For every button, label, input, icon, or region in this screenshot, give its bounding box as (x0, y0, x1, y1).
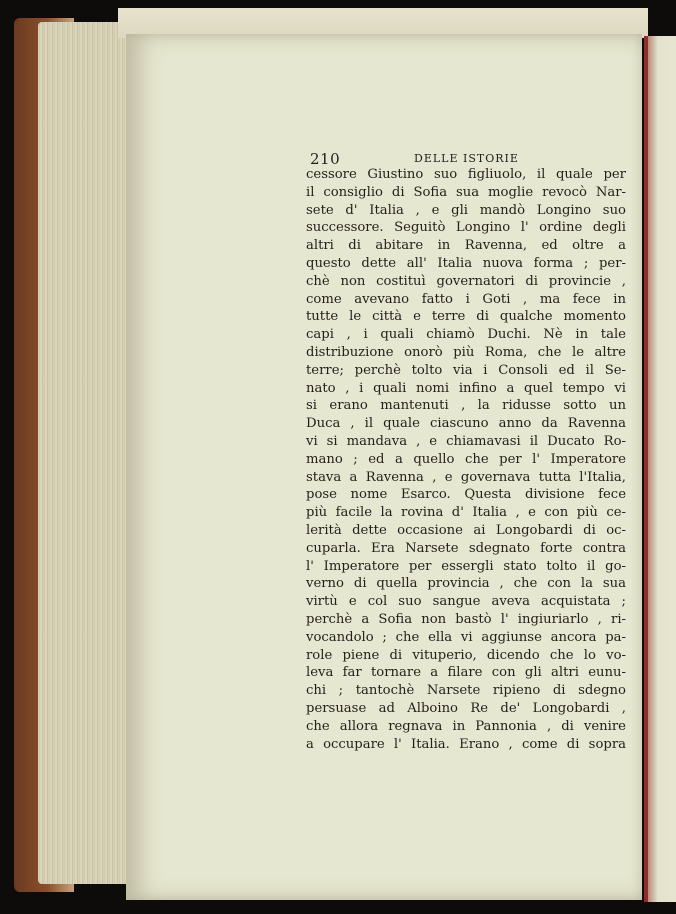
text-line: nato , i quali nomi infino a quel tempo vi (306, 380, 626, 396)
text-line: role piene di vituperio, dicendo che lo vo- (306, 647, 626, 663)
text-line: chè non costituì governatori di provincie , (306, 273, 626, 289)
running-title: DELLE ISTORIE (414, 152, 519, 165)
page-stack-edges (38, 22, 134, 884)
text-line: a occupare l' Italia. Erano , come di sopra (306, 736, 626, 752)
text-line: persuase ad Alboino Re de' Longobardi , (306, 700, 626, 716)
text-line: vocandolo ; che ella vi aggiunse ancora pa- (306, 629, 626, 645)
text-line: perchè a Sofia non bastò l' ingiuriarlo , ri- (306, 611, 626, 627)
text-line: stava a Ravenna , e governava tutta l'Italia, (306, 469, 626, 485)
page-number: 210 (310, 150, 341, 168)
text-line: mano ; ed a quello che per l' Imperatore (306, 451, 626, 467)
text-line: cessore Giustino suo figliuolo, il quale per (306, 167, 626, 182)
text-line: sete d' Italia , e gli mandò Longino suo (306, 202, 626, 218)
facing-page-edge (648, 36, 676, 902)
text-line: chi ; tantochè Narsete ripieno di sdegno (306, 683, 626, 699)
text-line: verno di quella provincia , che con la sua (306, 576, 626, 592)
text-line: leva far tornare a filare con gli altri eunu- (306, 665, 626, 681)
text-line: lerità dette occasione ai Longobardi di oc- (306, 522, 626, 538)
text-line: virtù e col suo sangue aveva acquistata ; (306, 594, 626, 610)
text-line: distribuzione onorò più Roma, che le altre (306, 344, 626, 360)
text-line: altri di abitare in Ravenna, ed oltre a (306, 238, 626, 254)
text-line: si erano mantenuti , la ridusse sotto un (306, 398, 626, 414)
text-line: il consiglio di Sofia sua moglie revocò Nar- (306, 184, 626, 200)
text-line: vi si mandava , e chiamavasi il Ducato Ro- (306, 433, 626, 449)
text-line: cuparla. Era Narsete sdegnato forte contra (306, 540, 626, 556)
text-line: questo dette all' Italia nuova forma ; per- (306, 255, 626, 271)
text-line: l' Imperatore per essergli stato tolto il go- (306, 558, 626, 574)
text-line: come avevano fatto i Goti , ma fece in (306, 291, 626, 307)
text-line: successore. Seguitò Longino l' ordine degli (306, 220, 626, 236)
text-line: tutte le città e terre di qualche momento (306, 309, 626, 325)
text-line: pose nome Esarco. Questa divisione fece (306, 487, 626, 503)
text-line: Duca , il quale ciascuno anno da Ravenna (306, 416, 626, 432)
body-text (306, 166, 626, 753)
text-line: più facile la rovina d' Italia , e con più ce- (306, 505, 626, 521)
text-line: terre; perchè tolto via i Consoli ed il Se- (306, 362, 626, 378)
text-line: che allora regnava in Pannonia , di venire (306, 718, 626, 734)
text-line: capi , i quali chiamò Duchi. Nè in tale (306, 327, 626, 343)
